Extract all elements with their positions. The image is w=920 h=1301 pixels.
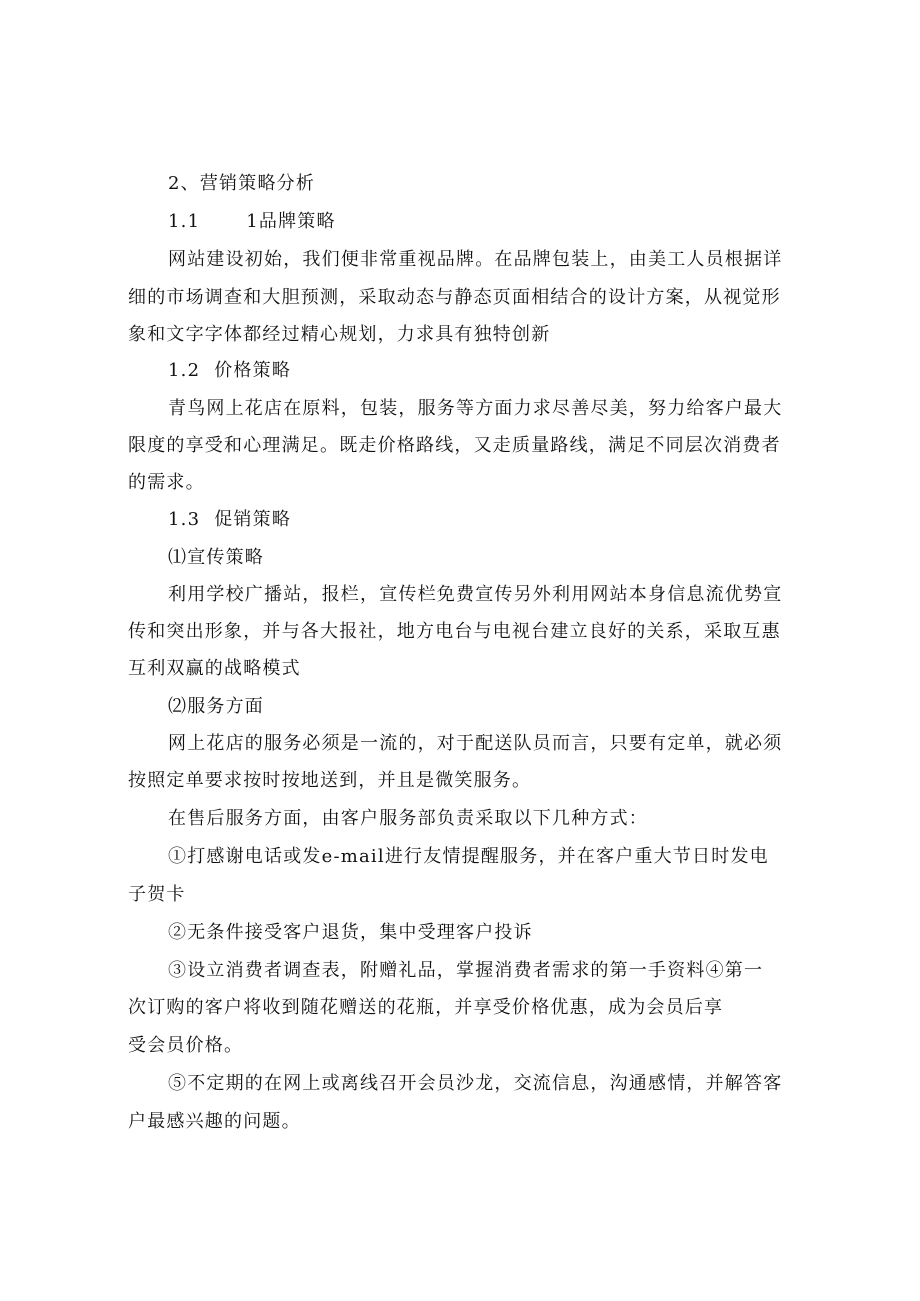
subheading-publicity: ⑴宣传策略 — [168, 547, 264, 568]
list-item: 子贺卡 — [128, 884, 186, 905]
paragraph-line: 青鸟网上花店在原料，包装，服务等方面力求尽善尽美，努力给客户最大 — [168, 398, 783, 419]
paragraph-line: 限度的享受和心理满足。既走价格路线，又走质量路线，满足不同层次消费者 — [128, 435, 781, 456]
list-item: ③设立消费者调查表，附赠礼品，掌握消费者需求的第一手资料④第一 — [168, 960, 764, 981]
list-item: ②无条件接受客户退货，集中受理客户投诉 — [168, 922, 533, 943]
paragraph-line: 的需求。 — [128, 472, 205, 493]
after-sales-intro: 在售后服务方面，由客户服务部负责采取以下几种方式： — [168, 808, 648, 829]
heading-number: 1.1 — [168, 211, 201, 232]
list-item: 受会员价格。 — [128, 1035, 244, 1056]
heading-number: 1.3 — [168, 509, 201, 530]
heading-number: 1.2 — [168, 360, 201, 381]
list-item: 户最感兴趣的问题。 — [128, 1111, 301, 1132]
list-item: 次订购的客户将收到随花赠送的花瓶，并享受价格优惠，成为会员后享 — [128, 997, 724, 1018]
heading-text: 1品牌策略 — [246, 211, 336, 232]
paragraph-line: 细的市场调查和大胆预测，采取动态与静态页面相结合的设计方案，从视觉形 — [128, 287, 781, 308]
paragraph-line: 传和突出形象，并与各大报社，地方电台与电视台建立良好的关系，采取互惠 — [128, 621, 781, 642]
paragraph-line: 利用学校广播站，报栏，宣传栏免费宣传另外利用网站本身信息流优势宣 — [168, 584, 783, 605]
heading-text: 促销策略 — [214, 509, 292, 530]
paragraph-line: 网站建设初始，我们便非常重视品牌。在品牌包装上，由美工人员根据详 — [168, 249, 783, 270]
heading-text: 价格策略 — [214, 360, 292, 381]
heading-brand-strategy — [168, 210, 336, 234]
heading-promotion-strategy — [168, 508, 291, 532]
paragraph-line: 按照定单要求按时按地送到，并且是微笑服务。 — [128, 770, 532, 791]
paragraph-line: 互利双赢的战略模式 — [128, 658, 301, 679]
list-item: ⑤不定期的在网上或离线召开会员沙龙，交流信息，沟通感情，并解答客 — [168, 1073, 783, 1094]
heading-price-strategy — [168, 359, 291, 383]
list-item: ①打感谢电话或发e-mail进行友情提醒服务，并在客户重大节日时发电 — [168, 846, 769, 867]
paragraph-line: 象和文字字体都经过精心规划，力求具有独特创新 — [128, 324, 551, 345]
section-title: 2、营销策略分析 — [168, 173, 316, 194]
subheading-service: ⑵服务方面 — [168, 696, 264, 717]
paragraph-line: 网上花店的服务必须是一流的，对于配送队员而言，只要有定单，就必须 — [168, 733, 783, 754]
